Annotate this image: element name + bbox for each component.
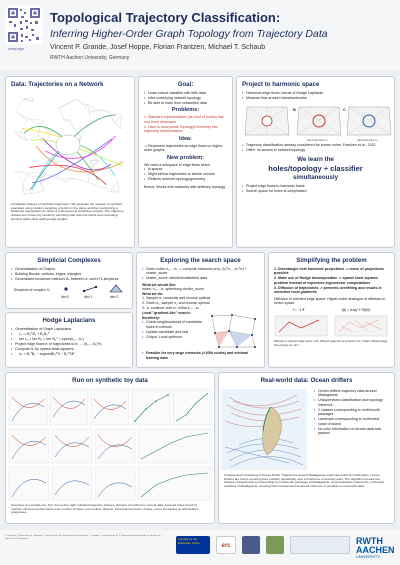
fine-print: 1. Frantzen, F. Bertaccini, M., Manfredi, T. and Schaub, M. Fixed surface classification... 2. Hoppe, J. and Schaub, M. T. Representing Edge Flows on Graphs via Sparse Cell Complexes... bbox=[5, 535, 161, 540]
explore-title: Exploring the search space bbox=[160, 257, 241, 264]
idea-text: -> Represent trajectories as edge flows on higher-order graphs bbox=[144, 143, 224, 153]
simplify-item: 2. Make use of Hodge decomposition -> sparse least squares problem instead of expensive eigenvector computations bbox=[274, 276, 379, 285]
synthetic-caption: Overview of a sample run. Top, from left to right: Labelled trajectory classes, Iteration of method on normal data, Learned holes found by method, achieved performance over number of holes, and runtime. Bottom: Final learned holes / cluster_score increasing as optimisation progresses. bbox=[11, 502, 199, 515]
goal-item: • Be able to learn from unlabelled data bbox=[144, 101, 227, 105]
simplify-title: Simplifying the problem bbox=[296, 257, 367, 264]
project-title: Project to harmonic space bbox=[242, 81, 320, 88]
explore-item: • cluster_score: labelled/unlabelled data bbox=[142, 276, 259, 280]
formula-1: f = −Lᵈf bbox=[292, 307, 305, 312]
newproblem-item: • is sparse bbox=[144, 167, 227, 171]
dim-label: dim 1 bbox=[84, 294, 93, 299]
synthetic-results-figure bbox=[6, 387, 214, 502]
trajectory-class-path bbox=[36, 146, 123, 172]
newproblem-text: We need a subspace of edge flows which bbox=[144, 162, 211, 167]
hodge-title: Hodge Laplacians bbox=[42, 317, 96, 324]
newproblem-item: • Might similar trajectories to similar vectors bbox=[144, 172, 227, 176]
formula-2: f(t) = exp(−Lᵈt)f(0) bbox=[341, 307, 371, 312]
simplify-panel bbox=[268, 252, 395, 368]
diffusion-text: Diffusion in oriented edge space: Higher-order analogue of diffusion in vertex space bbox=[274, 296, 386, 306]
authors: Vincent P. Grande, Josef Hoppe, Florian Frantzen, Michael T. Schaub bbox=[50, 44, 266, 51]
realworld-panel bbox=[218, 372, 395, 524]
simplicial-item: • Generalised incidence matrices Bₖ between k- and k+1-simplices bbox=[11, 277, 127, 281]
network-hole bbox=[56, 135, 80, 155]
rwth-sub: UNIVERSITY bbox=[356, 554, 381, 559]
what-do-heading: What we do: bbox=[142, 291, 164, 296]
fig-label: harmonic flow h₁ bbox=[307, 137, 328, 142]
synthetic-panel bbox=[5, 372, 215, 524]
dim-label: dim 0 bbox=[61, 294, 70, 299]
hodge-panel bbox=[5, 312, 133, 368]
logo-label: webpage bbox=[8, 46, 25, 51]
local-heading: Local "gradient-like" search: bbox=[142, 311, 191, 316]
what-heading: What we would like: bbox=[142, 282, 177, 287]
newproblem-item: • Reflects network topology/geometry bbox=[144, 177, 227, 181]
diffusion-figure bbox=[269, 314, 394, 338]
simplicial-item: • Building Blocks: vertices, edges, triangles bbox=[11, 272, 127, 276]
realworld-item: • 2 classes corresponding to north/south passages bbox=[314, 408, 388, 417]
explore-panel bbox=[136, 252, 265, 368]
project-item: • Search space for holes is complicated bbox=[242, 189, 389, 193]
rwth-text: RWTH AACHEN bbox=[356, 536, 395, 555]
learn-main: holes/topology + classifier bbox=[268, 164, 363, 174]
simplify-item: 1. Disentangle hole harmonic projections -> reuse of projections possible bbox=[274, 266, 384, 276]
hodge-formula: • L₁ := B₁ᵀB₁ + B₂B₂ᵀ bbox=[11, 332, 127, 336]
simplicial-item: • Generalisation of Graphs bbox=[11, 267, 127, 271]
realworld-item: • No prior information on terrain data was passed bbox=[314, 427, 388, 436]
rwth-logo bbox=[356, 537, 400, 559]
goal-panel bbox=[138, 76, 233, 248]
data-panel bbox=[5, 76, 135, 248]
hodge-formula: • hₖ = B₁ᵀB₂ − argmin‖B₂ᵀS − B₂ᵀS‖² bbox=[11, 352, 127, 356]
explore-step: 1. Sample e₁ randomly and choose optimal bbox=[142, 296, 211, 301]
eu-flag-logo bbox=[176, 536, 210, 554]
iter-item: • Check neighbourhood of candidate holes in network bbox=[142, 320, 202, 329]
dim-label: dim 2 bbox=[110, 294, 119, 299]
search-graph-figure bbox=[207, 311, 262, 351]
madagascar-map-figure bbox=[219, 387, 309, 472]
project-item: • Often: no access to network topology bbox=[242, 148, 389, 152]
data-panel-title: Data: Trajectories on a Network bbox=[11, 81, 104, 88]
bonus-text: Bonus: Works with networks with arbitrary topology bbox=[144, 184, 226, 189]
harmonic-flow-figure bbox=[237, 101, 394, 143]
diffusion-caption: Diffusion in oriented edge space: Left: diffused edge flow at small t/s; Iter t. Right: diffused edge flow at large t/s. Iter t. bbox=[274, 340, 388, 347]
realworld-item: • Landmark corresponding to north/west coast of island bbox=[314, 417, 388, 426]
realworld-title: Real-world data: Ocean drifters bbox=[260, 377, 353, 384]
institution-logo-2 bbox=[266, 536, 284, 554]
goal-title: Goal: bbox=[177, 81, 194, 88]
idea-title: Idea: bbox=[178, 135, 193, 142]
project-panel bbox=[236, 76, 395, 248]
iter-item: • Update candidate and rest bbox=[142, 330, 202, 334]
realworld-item: • Unsupervised classification and topology inference bbox=[314, 398, 388, 407]
fig-letter: C bbox=[343, 106, 346, 112]
iter-item: • Output: Local optimum bbox=[142, 335, 202, 339]
hodge-formula: • ker L₁ = ker B₁ ∩ ker B₂ᵀ = span(h₁,...,hₖ) bbox=[11, 337, 127, 341]
learn-lead: We learn the bbox=[297, 156, 334, 164]
goal-item: • Learn robust classifier with little data bbox=[144, 91, 227, 95]
simplices-figure bbox=[6, 282, 132, 300]
problem-item: 2. Hard to incorporate Topology/Geometry into trajectory representation bbox=[144, 124, 218, 134]
goal-item: • Infer underlying network topology bbox=[144, 96, 227, 100]
data-caption: 10 labelled classes of synthetic trajectories. We generate the network of synthetic examples using random sampling of points in the plane and then performing a Delaunay triangulation to obtain a 2-dimensional simplicial complex. The trajectory classes are chosen by randomly sampling start and end points and computing shortest paths while adding edge weights. bbox=[11, 201, 124, 222]
feasible-note: • Feasible for very large networks (>100k nodes) and minimal training data bbox=[142, 351, 259, 360]
hodge-item: • Compute hₖ by sparse least-squares: bbox=[11, 347, 127, 351]
realworld-item: • Ocean drifters trajectory data around Madagascar bbox=[314, 389, 388, 398]
research-group-logo bbox=[290, 536, 350, 554]
funding-text: Funded by the European Union bbox=[178, 537, 200, 545]
poster-title: Topological Trajectory Classification: bbox=[50, 10, 281, 25]
learn-tail: simultaneously bbox=[292, 173, 339, 181]
simplicial-panel bbox=[5, 252, 133, 309]
explore-item: • Given holes h₁,...,hₖ -> compute harmonic proj. (h₁ᵀeᵢ,...,hₖᵀeᵢ) + cluster_score bbox=[142, 267, 259, 276]
fig-label: harmonic flow h₂ bbox=[357, 137, 378, 142]
simplify-item: 3. Diffusion of trajectories -> prevents overfitting and results in smoother local gradients bbox=[274, 285, 382, 295]
project-item: • Trajectory classification already considered for known holes: Frantzen et al., 2021 bbox=[242, 143, 389, 147]
project-item: • Harmonic edge flows: kernel of Hodge Laplacian bbox=[242, 91, 389, 95]
simplicial-title: Simplicial Complexes bbox=[37, 257, 101, 264]
iter-heading: Iteratively: bbox=[142, 315, 160, 320]
affiliation: RWTH Aachen University, Germany bbox=[50, 55, 130, 61]
project-item: • Measure flow around holes/landmarks bbox=[242, 96, 389, 100]
erc-text: erc bbox=[221, 543, 231, 549]
problems-title: Problems: bbox=[171, 107, 200, 114]
project-item: • Project edge flows to harmonic basis bbox=[242, 184, 389, 188]
problem-item: 1. Standard representation (as a list of points) has non-fixed dimension bbox=[144, 115, 224, 124]
erc-logo bbox=[216, 536, 236, 554]
poster-subtitle: Inferring Higher-Order Graph Topology from Trajectory Data bbox=[50, 28, 328, 40]
fig-letter: B bbox=[293, 106, 296, 112]
explore-step: 2. Given e₁, sample e₂ and choose optimal bbox=[142, 301, 210, 306]
what-text: holes: h₁,...,hₖ optimising cluster_score bbox=[142, 287, 204, 292]
newproblem-title: New problem: bbox=[167, 154, 204, 161]
qr-code-icon[interactable] bbox=[6, 6, 42, 44]
explore-step: 3...k. continue until eₖ: initial e₁,...,eₖ bbox=[142, 306, 200, 311]
simplices-label: Simplices of complex X: bbox=[14, 287, 50, 292]
synthetic-title: Run on synthetic toy data bbox=[72, 377, 148, 384]
realworld-caption: Unsupervised Clustering of Ocean Drifter Trajectories around Madagascar supervised with two landmarks. Ocean Drifters are buoys reporting their position periodically over a timeframe of several years. The algorithm reveals two classes of trajectories corresponding to north/south passages of Madagascar. Lime landscape reflects the north-west coastline of Madagascar, showing that unsupervised landmark inference is possible on real-world data. bbox=[224, 472, 384, 489]
trajectory-network-figure bbox=[6, 91, 134, 201]
hodge-item: • Generalisation of Graph Laplacians bbox=[11, 327, 127, 331]
hodge-item: • Project edge flows eᵢ of trajectories to eᵢ → (h₁,...,hₖ)ᵀeᵢ bbox=[11, 342, 127, 346]
institution-seal-logo bbox=[242, 536, 260, 554]
